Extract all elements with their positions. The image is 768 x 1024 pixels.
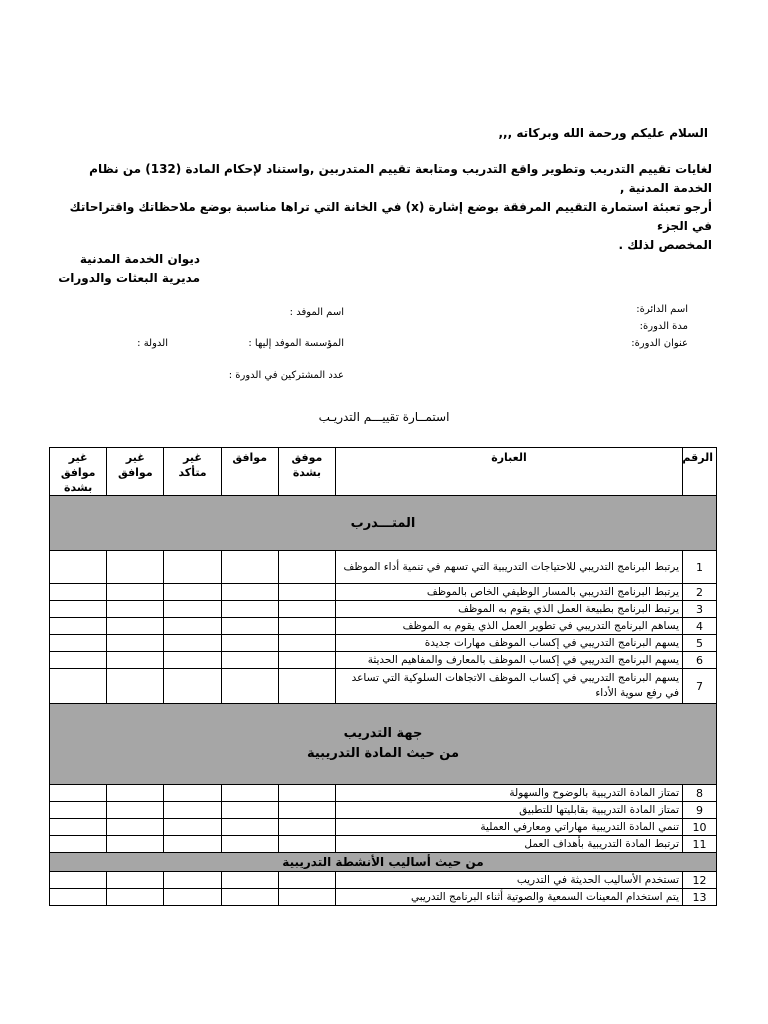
disagree-cell[interactable] [107, 584, 164, 601]
form-title: استمــارة تقييـــم التدريـب [318, 410, 450, 424]
agree-cell[interactable] [221, 601, 278, 618]
strongly-agree-cell[interactable] [278, 584, 335, 601]
intro-line: أرجو تعبئة استمارة التقييم المرفقة بوضع إشارة (x) في الخانة التي تراها مناسبة بوضع ملاحظاتك واقتراحاتك في الجزء [69, 200, 712, 233]
header-num: الرقم [683, 448, 717, 496]
strongly-agree-cell[interactable] [278, 819, 335, 836]
row-number: 13 [683, 889, 717, 906]
greeting: السلام عليكم ورحمة الله وبركاته ,,, [498, 126, 708, 140]
strongly-disagree-cell[interactable] [50, 652, 107, 669]
strongly-disagree-cell[interactable] [50, 785, 107, 802]
strongly-disagree-cell[interactable] [50, 889, 107, 906]
agree-cell[interactable] [221, 819, 278, 836]
row-statement: يساهم البرنامج التدريبي في تطوير العمل الذي يقوم به الموظف [336, 618, 683, 635]
not-sure-cell[interactable] [164, 618, 221, 635]
header-disagree: غير موافق [107, 448, 164, 496]
section-training-methods [50, 853, 717, 872]
course-title-field: عنوان الدورة: [631, 338, 688, 349]
employee-name-field: اسم الموفد : [289, 307, 344, 318]
duration-field: مدة الدورة: [639, 321, 688, 332]
strongly-agree-cell[interactable] [278, 669, 335, 704]
disagree-cell[interactable] [107, 836, 164, 853]
table-row [50, 802, 717, 819]
table-row [50, 669, 717, 704]
row-number: 4 [683, 618, 717, 635]
row-number: 1 [683, 551, 717, 584]
not-sure-cell[interactable] [164, 601, 221, 618]
org-name: ديوان الخدمة المدنية [79, 252, 200, 266]
section-trainee [50, 496, 717, 551]
strongly-agree-cell[interactable] [278, 601, 335, 618]
row-statement: يسهم البرنامج التدريبي في إكساب الموظف الاتجاهات السلوكية التي تساعد في رفع سوية الأداء [336, 669, 683, 704]
table-row [50, 601, 717, 618]
agree-cell[interactable] [221, 872, 278, 889]
not-sure-cell[interactable] [164, 785, 221, 802]
institution-field: المؤسسة الموفد إليها : [248, 338, 344, 349]
row-statement: تمتاز المادة التدريبية بقابليتها للتطبيق [336, 802, 683, 819]
intro-line: لغايات تقييم التدريب وتطوير واقع التدريب ومتابعة تقييم المتدربين ,واستناد لإحكام المادة (132) من نظام الخدمة المدنية , [89, 162, 712, 195]
disagree-cell[interactable] [107, 872, 164, 889]
row-number: 11 [683, 836, 717, 853]
agree-cell[interactable] [221, 584, 278, 601]
agree-cell[interactable] [221, 635, 278, 652]
not-sure-cell[interactable] [164, 584, 221, 601]
strongly-agree-cell[interactable] [278, 889, 335, 906]
strongly-disagree-cell[interactable] [50, 618, 107, 635]
strongly-disagree-cell[interactable] [50, 635, 107, 652]
disagree-cell[interactable] [107, 652, 164, 669]
agree-cell[interactable] [221, 669, 278, 704]
row-number: 10 [683, 819, 717, 836]
evaluation-table [49, 447, 717, 906]
disagree-cell[interactable] [107, 785, 164, 802]
disagree-cell[interactable] [107, 669, 164, 704]
disagree-cell[interactable] [107, 889, 164, 906]
row-statement: تمتاز المادة التدريبية بالوضوح والسهولة [336, 785, 683, 802]
header-agree: موافق [221, 448, 278, 496]
disagree-cell[interactable] [107, 618, 164, 635]
strongly-disagree-cell[interactable] [50, 819, 107, 836]
header-strongly-agree: موفق بشدة [278, 448, 335, 496]
strongly-disagree-cell[interactable] [50, 601, 107, 618]
not-sure-cell[interactable] [164, 802, 221, 819]
disagree-cell[interactable] [107, 802, 164, 819]
intro-paragraph [52, 160, 712, 255]
row-number: 9 [683, 802, 717, 819]
not-sure-cell[interactable] [164, 635, 221, 652]
table-row [50, 635, 717, 652]
header-statement: العبارة [336, 448, 683, 496]
strongly-disagree-cell[interactable] [50, 584, 107, 601]
table-row [50, 889, 717, 906]
strongly-agree-cell[interactable] [278, 551, 335, 584]
not-sure-cell[interactable] [164, 669, 221, 704]
intro-line: المخصص لذلك . [618, 238, 712, 252]
table-row [50, 551, 717, 584]
not-sure-cell[interactable] [164, 836, 221, 853]
participants-field: عدد المشتركين في الدورة : [228, 370, 344, 381]
table-row [50, 584, 717, 601]
strongly-disagree-cell[interactable] [50, 872, 107, 889]
row-statement: يرتبط البرنامج بطبيعة العمل الذي يقوم به الموظف [336, 601, 683, 618]
agree-cell[interactable] [221, 889, 278, 906]
disagree-cell[interactable] [107, 601, 164, 618]
not-sure-cell[interactable] [164, 819, 221, 836]
department-field: اسم الدائرة: [636, 304, 688, 315]
strongly-disagree-cell[interactable] [50, 551, 107, 584]
row-statement: ترتبط المادة التدريبية بأهداف العمل [336, 836, 683, 853]
section-material-subtitle: من حيث المادة التدريبية [306, 746, 460, 761]
table-row [50, 819, 717, 836]
section-training-provider [50, 704, 717, 785]
table-header-row [50, 448, 717, 496]
section-provider-title: جهة التدريب [343, 726, 423, 741]
row-number: 3 [683, 601, 717, 618]
country-field: الدولة : [137, 338, 168, 349]
table-row [50, 836, 717, 853]
strongly-agree-cell[interactable] [278, 802, 335, 819]
strongly-disagree-cell[interactable] [50, 802, 107, 819]
row-statement: تنمي المادة التدريبية مهاراتي ومعارفي العملية [336, 819, 683, 836]
header-strongly-disagree: غير موافق بشدة [50, 448, 107, 496]
row-number: 12 [683, 872, 717, 889]
strongly-disagree-cell[interactable] [50, 669, 107, 704]
table-row [50, 872, 717, 889]
table-row [50, 785, 717, 802]
not-sure-cell[interactable] [164, 551, 221, 584]
row-number: 6 [683, 652, 717, 669]
strongly-disagree-cell[interactable] [50, 836, 107, 853]
agree-cell[interactable] [221, 836, 278, 853]
strongly-agree-cell[interactable] [278, 635, 335, 652]
disagree-cell[interactable] [107, 635, 164, 652]
not-sure-cell[interactable] [164, 872, 221, 889]
agree-cell[interactable] [221, 802, 278, 819]
section-methods-label: من حيث أساليب الأنشطة التدريبية [50, 853, 717, 872]
not-sure-cell[interactable] [164, 889, 221, 906]
row-statement: تستخدم الأساليب الحديثة في التدريب [336, 872, 683, 889]
table-row [50, 618, 717, 635]
row-number: 8 [683, 785, 717, 802]
row-number: 2 [683, 584, 717, 601]
strongly-agree-cell[interactable] [278, 652, 335, 669]
row-statement: يسهم البرنامج التدريبي في إكساب الموظف مهارات جديدة [336, 635, 683, 652]
agree-cell[interactable] [221, 652, 278, 669]
row-statement: يتم استخدام المعينات السمعية والصوتية أثناء البرنامج التدريبي [336, 889, 683, 906]
agree-cell[interactable] [221, 618, 278, 635]
strongly-agree-cell[interactable] [278, 785, 335, 802]
row-statement: يرتبط البرنامج التدريبي بالمسار الوظيفي الخاص بالموظف [336, 584, 683, 601]
disagree-cell[interactable] [107, 551, 164, 584]
agree-cell[interactable] [221, 785, 278, 802]
not-sure-cell[interactable] [164, 652, 221, 669]
header-not-sure: غير متأكد [164, 448, 221, 496]
agree-cell[interactable] [221, 551, 278, 584]
org-header [58, 250, 200, 288]
row-number: 5 [683, 635, 717, 652]
disagree-cell[interactable] [107, 819, 164, 836]
row-statement: يرتبط البرنامج التدريبي للاحتياجات التدريبية التي تسهم في تنمية أداء الموظف [336, 551, 683, 584]
row-number: 7 [683, 669, 717, 704]
table-row [50, 652, 717, 669]
section-trainee-label: المتـــدرب [50, 496, 717, 551]
strongly-agree-cell[interactable] [278, 836, 335, 853]
org-directorate: مديرية البعثات والدورات [58, 271, 200, 285]
strongly-agree-cell[interactable] [278, 872, 335, 889]
strongly-agree-cell[interactable] [278, 618, 335, 635]
row-statement: يسهم البرنامج التدريبي في إكساب الموظف بالمعارف والمفاهيم الحديثة [336, 652, 683, 669]
